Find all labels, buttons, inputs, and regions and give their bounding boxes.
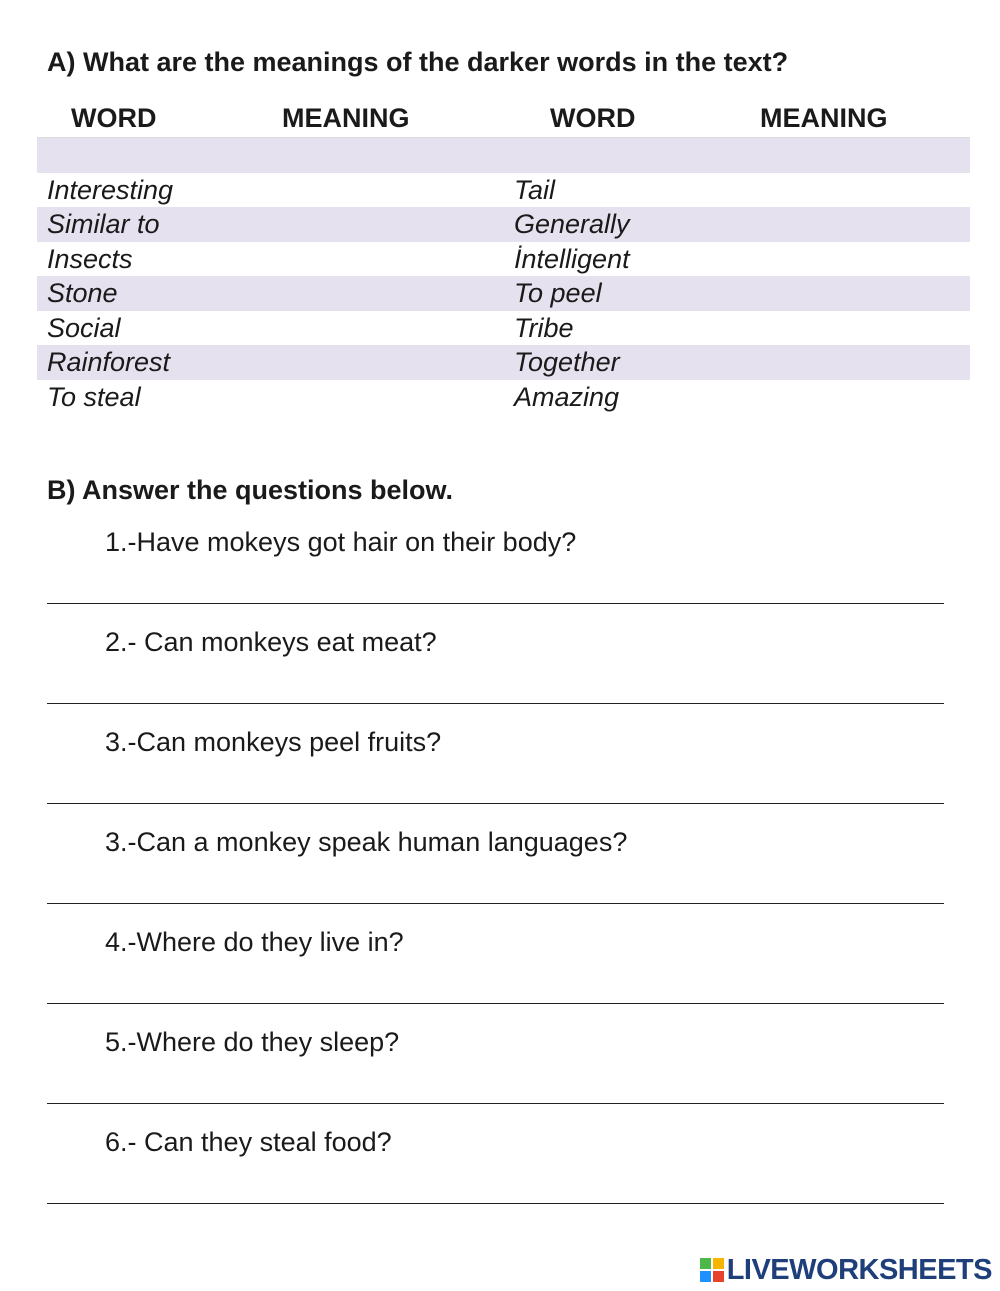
- word-left: Social: [47, 312, 121, 343]
- liveworksheets-logo-text: LIVEWORKSHEETS: [726, 1254, 992, 1286]
- answer-field[interactable]: [47, 1075, 944, 1104]
- vocabulary-row: [37, 173, 970, 208]
- header-word-left: WORD: [71, 103, 157, 133]
- vocabulary-table: [37, 100, 970, 414]
- answer-field[interactable]: [47, 1175, 944, 1204]
- answer-field[interactable]: [47, 575, 944, 604]
- question-item: [47, 725, 944, 825]
- header-word-right: WORD: [550, 103, 636, 133]
- question-list: [47, 525, 944, 1225]
- logo-square: [713, 1258, 724, 1269]
- answer-field[interactable]: [47, 975, 944, 1004]
- logo-square: [713, 1271, 724, 1282]
- answer-field[interactable]: [47, 775, 944, 804]
- vocabulary-row: [37, 242, 970, 277]
- question-item: [47, 525, 944, 625]
- word-right: Tribe: [514, 312, 574, 343]
- logo-square: [700, 1271, 711, 1282]
- word-left: To steal: [47, 381, 141, 412]
- word-left: Rainforest: [47, 347, 171, 377]
- logo-square: [700, 1258, 711, 1269]
- vocabulary-row: [37, 276, 970, 311]
- question-text: 5.-Where do they sleep?: [105, 1027, 400, 1057]
- vocabulary-row: [37, 138, 970, 173]
- word-right: Tail: [514, 174, 556, 205]
- vocabulary-header-row: [37, 100, 970, 138]
- question-text: 4.-Where do they live in?: [105, 927, 404, 957]
- word-right: Together: [514, 347, 620, 377]
- vocabulary-row: [37, 207, 970, 242]
- section-a-title: A) What are the meanings of the darker words in the text?: [47, 47, 789, 77]
- vocabulary-row: [37, 311, 970, 346]
- question-item: [47, 1025, 944, 1125]
- word-left: Stone: [47, 278, 118, 308]
- question-text: 3.-Can a monkey speak human languages?: [105, 827, 628, 857]
- word-right: Amazing: [514, 381, 620, 412]
- word-right: To peel: [514, 278, 602, 308]
- word-right: İntelligent: [514, 243, 630, 274]
- question-text: 1.-Have mokeys got hair on their body?: [105, 527, 577, 557]
- question-text: 2.- Can monkeys eat meat?: [105, 627, 437, 657]
- question-item: [47, 825, 944, 925]
- header-meaning-left: MEANING: [282, 103, 410, 133]
- word-left: Interesting: [47, 174, 174, 205]
- vocabulary-row: [37, 380, 970, 415]
- word-left: Insects: [47, 243, 133, 274]
- question-item: [47, 1125, 944, 1225]
- vocabulary-row: [37, 345, 970, 380]
- word-left: Similar to: [47, 209, 160, 239]
- section-b-title: B) Answer the questions below.: [47, 475, 454, 505]
- question-item: [47, 925, 944, 1025]
- word-right: Generally: [514, 209, 630, 239]
- liveworksheets-logo-icon: [700, 1258, 724, 1282]
- answer-field[interactable]: [47, 675, 944, 704]
- liveworksheets-branding: [700, 1255, 992, 1285]
- question-item: [47, 625, 944, 725]
- question-text: 3.-Can monkeys peel fruits?: [105, 727, 442, 757]
- question-text: 6.- Can they steal food?: [105, 1127, 392, 1157]
- header-meaning-right: MEANING: [760, 103, 888, 133]
- answer-field[interactable]: [47, 875, 944, 904]
